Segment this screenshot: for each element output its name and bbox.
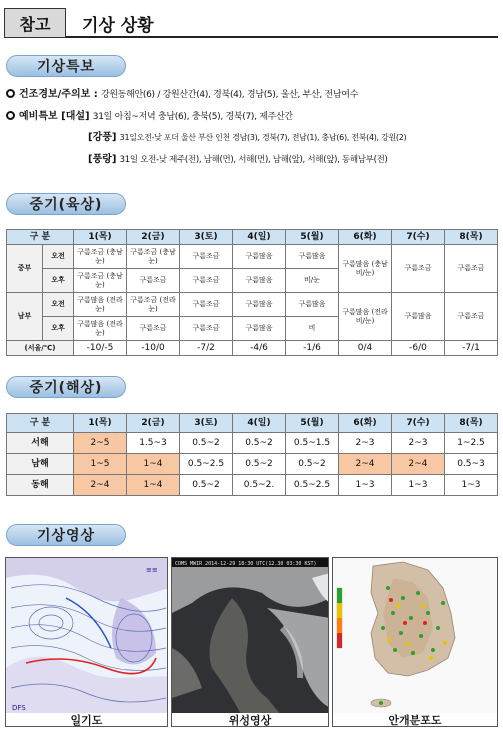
bullet-icon	[6, 89, 15, 98]
sea-day-header: 8(목)	[445, 414, 498, 433]
temp-cell: -1/6	[286, 341, 339, 356]
satellite-graphic	[172, 558, 329, 715]
wave-cell: 0.5~2	[233, 454, 286, 475]
forecast-cell: 비/눈	[286, 269, 339, 293]
wave-cell: 1~3	[392, 475, 445, 496]
forecast-cell: 구름조금	[127, 269, 180, 293]
forecast-cell: 구름많음	[233, 317, 286, 341]
caption-fog-map: 안개분포도	[332, 713, 498, 727]
forecast-cell: 구름많음 (전라 눈)	[74, 317, 127, 341]
pm-label: 오후	[43, 269, 74, 293]
special-row-2-label: 예비특보 [대설]	[19, 111, 90, 122]
section-title-images: 기상영상	[6, 524, 126, 546]
temp-cell: -10/0	[127, 341, 180, 356]
special-row-1	[6, 88, 358, 102]
wave-cell: 2~4	[74, 475, 127, 496]
page-title: 기상 상황	[82, 16, 154, 36]
caption-satellite: 위성영상	[171, 713, 329, 727]
temp-cell: -7/1	[445, 341, 498, 356]
forecast-cell: 구름많음 (전라 눈)	[74, 293, 127, 317]
forecast-cell: 구름조금	[392, 245, 445, 293]
special-row-3	[88, 131, 406, 145]
section-title-land: 중기(육상)	[6, 193, 126, 215]
forecast-cell: 구름조금	[445, 293, 498, 341]
special-row-2-text: 31일 아침~저녁 충남(6), 충북(5), 경북(7), 제주산간	[92, 112, 293, 122]
forecast-cell: 구름조금	[445, 245, 498, 293]
forecast-cell: 구름많음	[286, 293, 339, 317]
sea-forecast-table	[6, 413, 498, 496]
wave-cell: 1~4	[127, 475, 180, 496]
wave-cell: 0.5~2.	[233, 475, 286, 496]
fog-map-graphic	[333, 558, 498, 715]
land-day-header: 1(목)	[74, 230, 127, 245]
bullet-icon	[6, 111, 15, 120]
sea-day-header: 4(일)	[233, 414, 286, 433]
sea-day-header: 2(금)	[127, 414, 180, 433]
sea-day-header: 6(화)	[339, 414, 392, 433]
wave-cell: 2~4	[339, 454, 392, 475]
fog-map-image	[332, 557, 498, 715]
sea-day-header: 1(목)	[74, 414, 127, 433]
wave-cell: 1~2.5	[445, 433, 498, 454]
wave-cell: 1~4	[127, 454, 180, 475]
sea-header-row	[7, 414, 498, 433]
forecast-cell: 구름조금	[180, 269, 233, 293]
wave-cell: 0.5~2.5	[180, 454, 233, 475]
temp-cell: 0/4	[339, 341, 392, 356]
section-title-special: 기상특보	[6, 55, 126, 77]
special-row-1-text: 강원동해안(6) / 강원산간(4), 경북(4), 경남(5), 울산, 부산, 전남여수	[100, 90, 359, 100]
am-label: 오전	[43, 245, 74, 269]
wave-cell: 0.5~2	[180, 433, 233, 454]
pm-label: 오후	[43, 317, 74, 341]
forecast-cell: 구름많음	[286, 245, 339, 269]
forecast-cell: 구름조금 (충남 눈)	[74, 245, 127, 269]
forecast-cell: 구름조금 (전라 눈)	[127, 293, 180, 317]
land-seoul-row	[7, 341, 498, 356]
land-day-header: 8(목)	[445, 230, 498, 245]
wave-cell: 0.5~2	[286, 454, 339, 475]
land-header-row	[7, 230, 498, 245]
wave-cell: 1.5~3	[127, 433, 180, 454]
section-title-sea: 중기(해상)	[6, 376, 126, 398]
special-row-4	[88, 153, 388, 167]
weather-chart-graphic	[6, 558, 168, 715]
wave-cell: 0.5~2	[233, 433, 286, 454]
page-header	[4, 8, 498, 38]
land-south-am-row	[7, 293, 498, 317]
header-underline	[66, 36, 498, 38]
caption-weather-chart: 일기도	[5, 713, 168, 727]
temp-cell: -7/2	[180, 341, 233, 356]
forecast-cell: 구름많음 (충남 비/눈)	[339, 245, 392, 293]
sea-row-east	[7, 475, 498, 496]
sea-division-header: 구 분	[7, 414, 74, 433]
special-row-4-text: 31일 오전-낮 제주(전), 남해(먼), 서해(먼), 남해(앞), 서해(앞), 동해남부(전)	[119, 155, 388, 165]
land-division-header: 구 분	[7, 230, 74, 245]
land-day-header: 7(수)	[392, 230, 445, 245]
forecast-cell: 구름많음	[233, 293, 286, 317]
sea-day-header: 5(월)	[286, 414, 339, 433]
temp-cell: -4/6	[233, 341, 286, 356]
land-forecast-table	[6, 229, 498, 356]
forecast-cell: 비	[286, 317, 339, 341]
satellite-image	[171, 557, 329, 715]
wave-cell: 1~5	[74, 454, 127, 475]
am-label: 오전	[43, 293, 74, 317]
forecast-cell: 구름많음	[233, 269, 286, 293]
wave-cell: 0.5~3	[445, 454, 498, 475]
wave-cell: 2~3	[339, 433, 392, 454]
forecast-cell: 구름조금 (충남 눈)	[74, 269, 127, 293]
land-central-am-row	[7, 245, 498, 269]
forecast-cell: 구름조금	[180, 245, 233, 269]
forecast-cell: 구름조금 (충남 눈)	[127, 245, 180, 269]
forecast-cell: 구름조금	[180, 293, 233, 317]
land-day-header: 2(금)	[127, 230, 180, 245]
wave-cell: 0.5~1.5	[286, 433, 339, 454]
weather-chart-image	[5, 557, 168, 715]
wave-cell: 0.5~2	[180, 475, 233, 496]
wave-cell: 1~3	[339, 475, 392, 496]
wave-cell: 0.5~2.5	[286, 475, 339, 496]
wave-cell: 2~5	[74, 433, 127, 454]
sea-name: 서해	[7, 433, 74, 454]
land-day-header: 4(일)	[233, 230, 286, 245]
forecast-cell: 구름조금	[127, 317, 180, 341]
satellite-header-text: COMS MWIR 2014-12-29 18:30 UTC(12.30 03:30 KST)	[175, 561, 317, 567]
sea-row-west	[7, 433, 498, 454]
wave-cell: 2~3	[392, 433, 445, 454]
forecast-cell: 구름많음 (전라 비/눈)	[339, 293, 392, 341]
region-central: 중부	[7, 245, 43, 293]
forecast-cell: 구름많음	[392, 293, 445, 341]
region-south: 남부	[7, 293, 43, 341]
special-row-3-label: [강풍]	[88, 132, 117, 143]
land-day-header: 3(토)	[180, 230, 233, 245]
forecast-cell: 구름조금	[180, 317, 233, 341]
sea-day-header: 3(토)	[180, 414, 233, 433]
temp-cell: -6/0	[392, 341, 445, 356]
svg-text:≡≡: ≡≡	[146, 566, 158, 574]
special-row-1-label: 건조경보/주의보 :	[19, 89, 98, 100]
temp-cell: -10/-5	[74, 341, 127, 356]
reference-tag: 참고	[4, 8, 66, 38]
sea-row-south	[7, 454, 498, 475]
wave-cell: 1~3	[445, 475, 498, 496]
wave-cell: 2~4	[392, 454, 445, 475]
sea-name: 남해	[7, 454, 74, 475]
svg-text:DFS: DFS	[12, 704, 26, 712]
special-row-3-text: 31일오전-낮 포더 울산 부산 인천 경남(3), 경북(7), 전남(1), 충남(6), 전북(4), 강원(2)	[119, 133, 407, 142]
land-day-header: 5(월)	[286, 230, 339, 245]
forecast-cell: 구름많음	[233, 245, 286, 269]
sea-name: 동해	[7, 475, 74, 496]
special-row-4-label: [풍랑]	[88, 154, 117, 165]
land-day-header: 6(화)	[339, 230, 392, 245]
seoul-label: (서울/℃)	[7, 341, 74, 356]
sea-day-header: 7(수)	[392, 414, 445, 433]
special-row-2	[6, 110, 293, 124]
